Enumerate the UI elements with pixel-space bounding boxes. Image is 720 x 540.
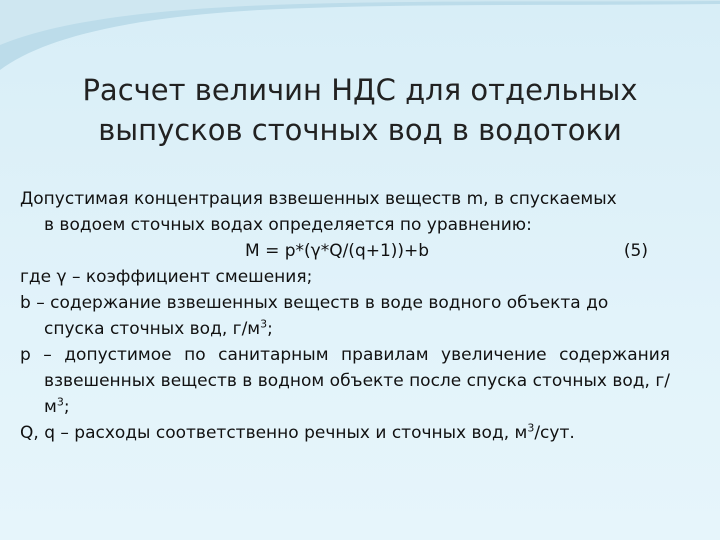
intro-line-2: в водоем сточных водах определяется по уравнению:	[44, 215, 532, 235]
p-definition	[20, 342, 670, 420]
gamma-definition: где γ – коэффициент смешения;	[20, 267, 313, 287]
b-definition-sup: 3	[260, 317, 268, 331]
title-line-1: Расчет величин НДС для отдельных	[82, 73, 638, 107]
intro-line-1: Допустимая концентрация взвешенных веществ m, в спускаемых	[20, 189, 617, 209]
q-definition-sup: 3	[527, 421, 535, 435]
formula-row	[20, 238, 670, 264]
title-line-2: выпусков сточных вод в водотоки	[98, 113, 622, 147]
p-definition-text: p – допустимое по санитарным правилам увеличение содержания взвешенных веществ в водном объекте после спуска сточных вод, г/м	[20, 345, 670, 417]
equation-number: (5)	[623, 241, 648, 261]
q-definition	[20, 420, 670, 446]
slide-body	[20, 186, 670, 446]
q-definition-end: /сут.	[534, 423, 575, 443]
b-definition	[20, 290, 670, 342]
q-definition-text: Q, q – расходы соответственно речных и сточных вод, м	[20, 423, 528, 443]
p-definition-end: ;	[63, 397, 70, 417]
slide-title	[40, 70, 680, 150]
b-definition-text: b – содержание взвешенных веществ в воде водного объекта до спуска сточных вод, г/м	[20, 293, 609, 339]
p-definition-sup: 3	[56, 395, 64, 409]
b-definition-end: ;	[267, 319, 273, 339]
formula: M = p*(γ*Q/(q+1))+b	[245, 241, 430, 261]
